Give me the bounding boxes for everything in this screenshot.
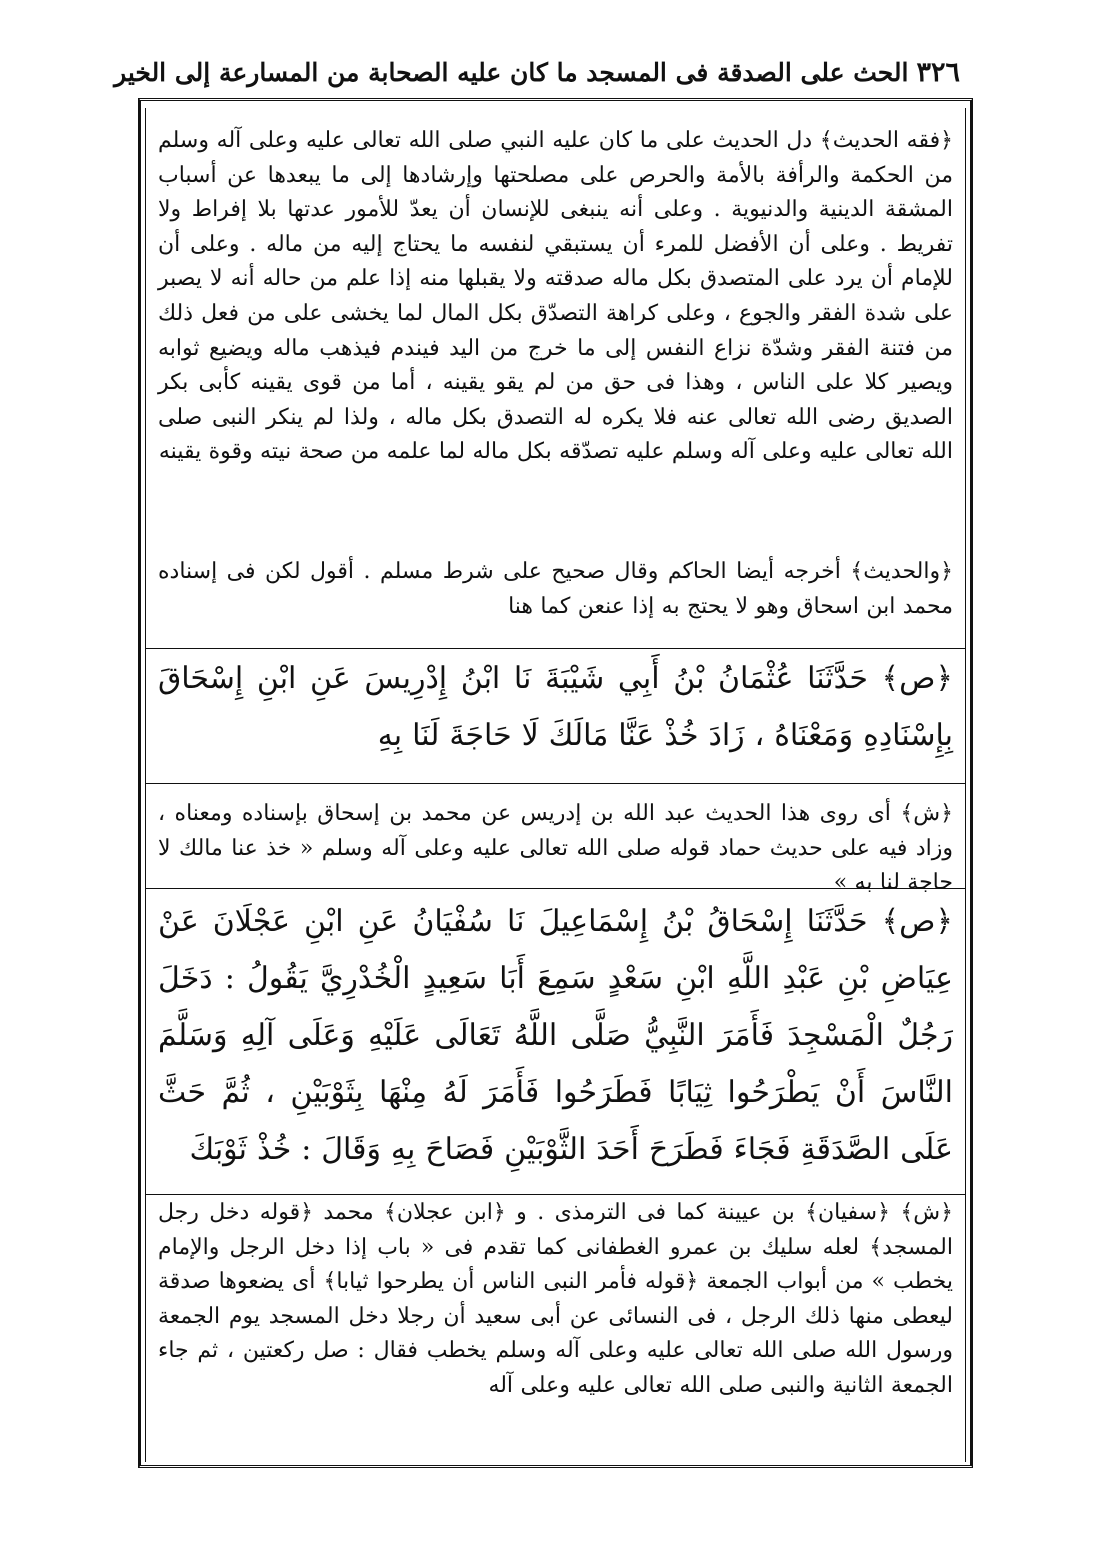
page-number: ٣٢٦ <box>916 56 960 88</box>
hadith-text-first: ﴿ص﴾ حَدَّثَنَا عُثْمَانُ بْنُ أَبِي شَيْبَةَ نَا ابْنُ إِدْرِيسَ عَنِ ابْنِ إِسْحَاقَ بِإِسْنَادِهِ وَمَعْنَاهُ ، زَادَ خُذْ عَنَّا مَالَكَ لَا حَاجَةَ لَنَا بِهِ <box>158 661 953 753</box>
hadith-explanation-second: ﴿ش﴾ ﴿سفيان﴾ بن عيينة كما فى الترمذى . و ﴿ابن عجلان﴾ محمد ﴿قوله دخل رجل المسجد﴾ لعله سليك بن عمرو الغطفانى كما تقدم فى « باب إذا دخل الرجل والإمام يخطب » من أبواب الجمعة ﴿قوله فأمر النبى الناس أن يطرحوا ثيابا﴾ أى يضعوها صدقة ليعطى منها ذلك الرجل ، فى النسائى عن أبى سعيد أن رجلا دخل المسجد يوم الجمعة ورسول الله صلى الله تعالى عليه وعلى آله وسلم يخطب فقال : صل ركعتين ، ثم جاء الجمعة الثانية والنبى صلى الله تعالى عليه وعلى آله <box>158 1200 953 1398</box>
section-divider <box>146 783 965 784</box>
hadith-explanation-first: ﴿ش﴾ أى روى هذا الحديث عبد الله بن إدريس عن محمد بن إسحاق بإسناده ومعناه ، وزاد فيه على حديث حماد قوله صلى الله تعالى عليه وعلى آله وسلم « خذ عنا مالك لا حاجة لنا به » <box>158 801 953 896</box>
running-header-title: الحث على الصدقة فى المسجد ما كان عليه الصحابة من المسارعة إلى الخير <box>114 57 909 87</box>
fiqh-al-hadith-paragraph: ﴿فقه الحديث﴾ دل الحديث على ما كان عليه النبي صلى الله تعالى عليه وعلى آله وسلم من الحكمة والرأفة بالأمة والحرص على مصلحتها وإرشادها إلى ما يبعدها عن أسباب المشقة الدينية والدنيوية . وعلى أنه ينبغى للإنسان أن يعدّ للأمور عدتها بلا إفراط ولا تفريط . وعلى أن الأفضل للمرء أن يستبقي لنفسه ما يحتاج إليه من ماله . وعلى أن للإمام أن يرد على المتصدق بكل ماله صدقته ولا يقبلها منه إذا علم من حاله أنه لا يصبر على شدة الفقر والجوع ، وعلى كراهة التصدّق بكل المال لما يخشى على من فعل ذلك من فتنة الفقر وشدّة نزاع النفس إلى ما خرج من اليد فيندم فيذهب ماله ويضيع ثوابه ويصير كلا على الناس ، وهذا فى حق من لم يقو يقينه ، أما من قوى يقينه كأبى بكر الصديق رضى الله تعالى عنه فلا يكره له التصدق بكل ماله ، ولذا لم ينكر النبى صلى الله تعالى عليه وعلى آله وسلم عليه تصدّقه بكل ماله لما علمه من صحة نيته وقوة يقينه <box>158 128 953 465</box>
section-divider <box>146 1194 965 1195</box>
hadith-text-second: ﴿ص﴾ حَدَّثَنَا إِسْحَاقُ بْنُ إِسْمَاعِيلَ نَا سُفْيَانُ عَنِ ابْنِ عَجْلَانَ عَنْ عِيَاضِ بْنِ عَبْدِ اللَّهِ ابْنِ سَعْدٍ سَمِعَ أَبَا سَعِيدٍ الْخُدْرِيَّ يَقُولُ : دَخَلَ رَجُلٌ الْمَسْجِدَ فَأَمَرَ النَّبِيُّ صَلَّى اللَّهُ تَعَالَى عَلَيْهِ وَعَلَى آلِهِ وَسَلَّمَ النَّاسَ أَنْ يَطْرَحُوا ثِيَابًا فَطَرَحُوا فَأَمَرَ لَهُ مِنْهَا بِثَوْبَيْنِ ، ثُمَّ حَثَّ عَلَى الصَّدَقَةِ فَجَاءَ فَطَرَحَ أَحَدَ الثَّوْبَيْنِ فَصَاحَ بِهِ وَقَالَ : خُذْ ثَوْبَكَ <box>158 904 953 1167</box>
hadith-source-paragraph: ﴿والحديث﴾ أخرجه أيضا الحاكم وقال صحيح على شرط مسلم . أقول لكن فى إسناده محمد ابن اسحاق وهو لا يحتج به إذا عنعن كما هنا <box>158 559 953 619</box>
running-header <box>114 48 960 96</box>
